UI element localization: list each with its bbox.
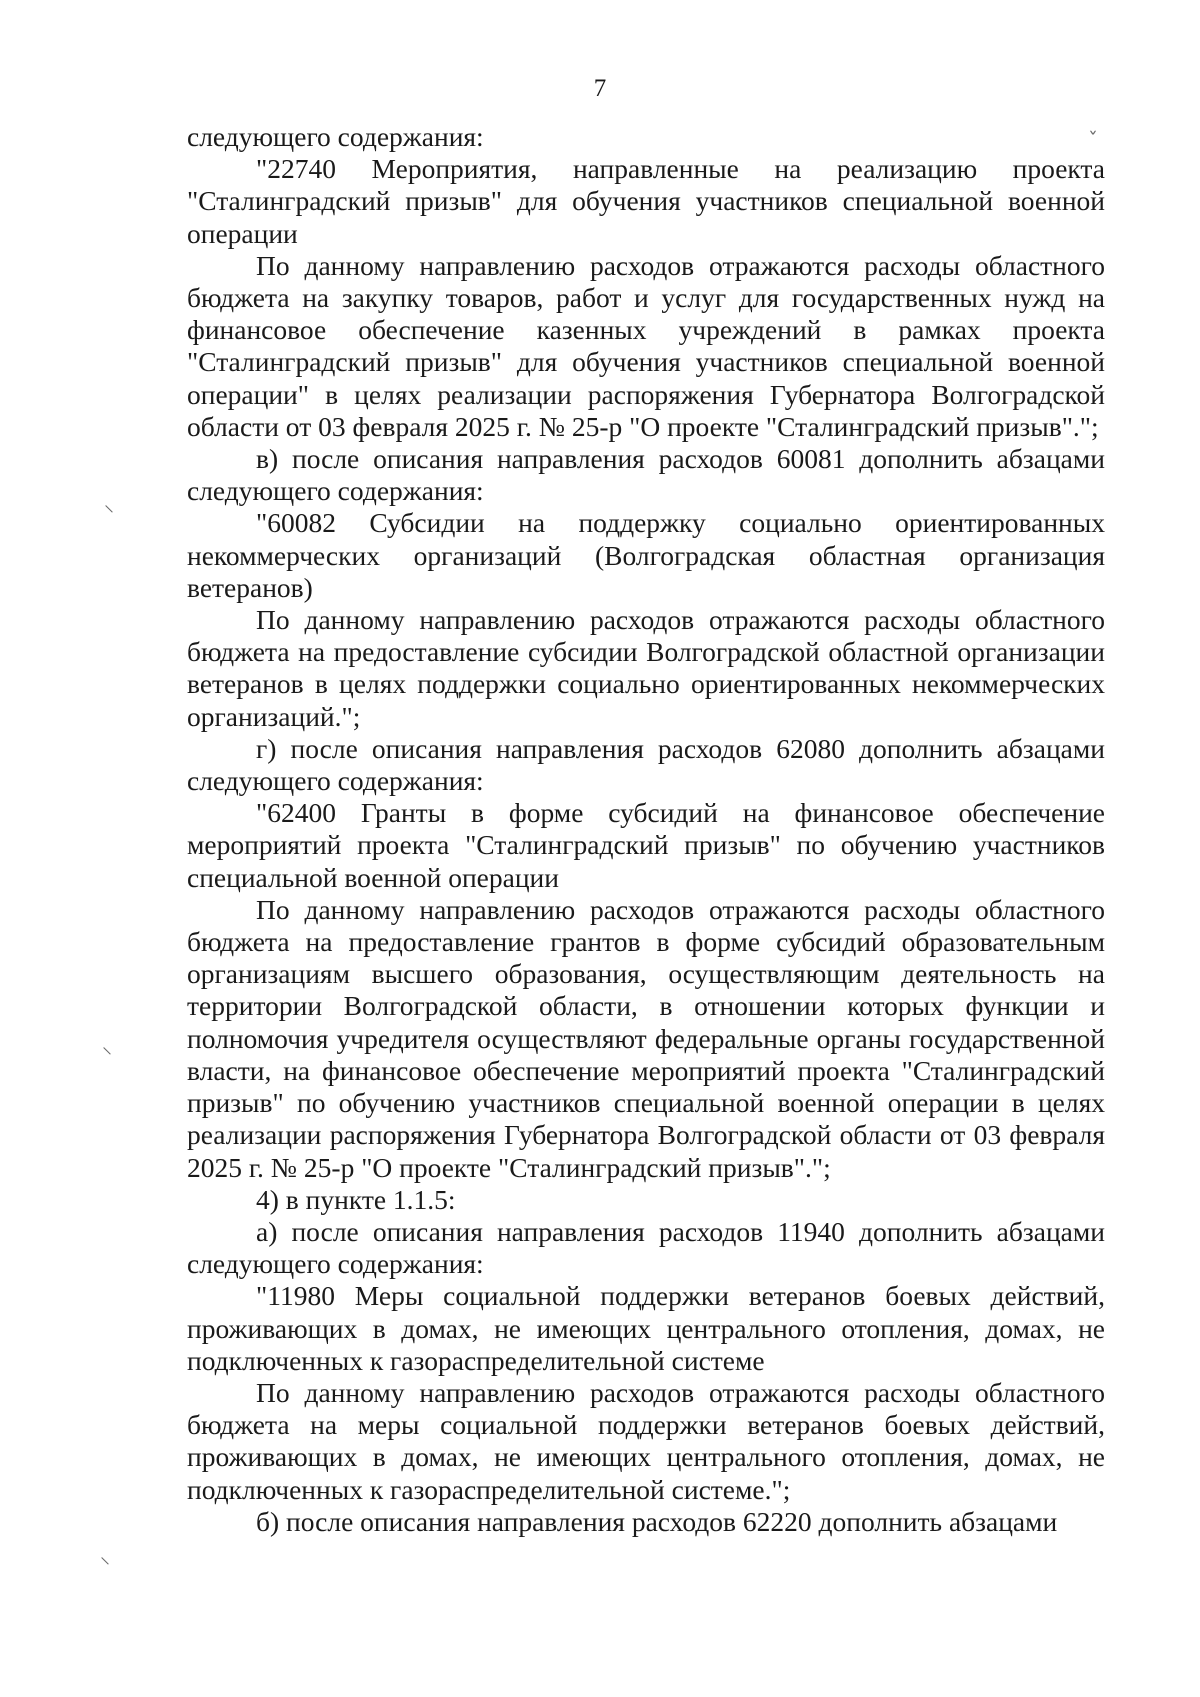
paragraph: б) после описания направления расходов 62220 дополнить абзацами bbox=[256, 1505, 1058, 1537]
scan-artifact: ⸜ bbox=[100, 1544, 110, 1568]
paragraph: "62400 Гранты в форме субсидий на финансовое обеспечение мероприятий проекта "Сталинградский призыв" по обучению участников специальной военной операции bbox=[187, 797, 1105, 893]
paragraph: "22740 Мероприятия, направленные на реализацию проекта "Сталинградский призыв" для обучения участников специальной военной операции bbox=[187, 153, 1105, 249]
paragraph: г) после описания направления расходов 62080 дополнить абзацами следующего содержания: bbox=[187, 732, 1105, 797]
paragraph: следующего содержания: bbox=[187, 121, 484, 152]
paragraph: По данному направлению расходов отражаются расходы областного бюджета на предоставление грантов в форме субсидий образовательным организациям высшего образования, осуществляющим деятельность на территории Волгоградской области, в отношении которых функции и полномочия учредителя осуществляют федеральные органы государственной власти, на финансовое обеспечение мероприятий проекта "Сталинградский призыв" по обучению участников специальной военной операции в целях реализации распоряжения Губернатора Волгоградской области от 03 февраля 2025 г. № 25-р "О проекте "Сталинградский призыв"."; bbox=[187, 893, 1105, 1183]
paragraph: в) после описания направления расходов 60081 дополнить абзацами следующего содержания: bbox=[187, 443, 1105, 507]
page-number: 7 bbox=[593, 75, 607, 102]
paragraph: а) после описания направления расходов 11940 дополнить абзацами следующего содержания: bbox=[187, 1215, 1105, 1280]
paragraph: 4) в пункте 1.1.5: bbox=[256, 1183, 456, 1215]
document-body bbox=[187, 121, 1105, 1538]
paragraph: По данному направлению расходов отражаются расходы областного бюджета на меры социальной поддержки ветеранов боевых действий, проживающих в домах, не имеющих центрального отопления, домах, не подключенных к газораспределительной системе."; bbox=[187, 1376, 1105, 1505]
scan-artifact: ⸜ bbox=[102, 1034, 112, 1058]
scan-artifact: ˇ bbox=[1088, 128, 1098, 152]
paragraph: По данному направлению расходов отражаются расходы областного бюджета на закупку товаров, работ и услуг для государственных нужд на финансовое обеспечение казенных учреждений в рамках проекта "Сталинградский призыв" для обучения участников специальной военной операции" в целях реализации распоряжения Губернатора Волгоградской области от 03 февраля 2025 г. № 25-р "О проекте "Сталинградский призыв"."; bbox=[187, 249, 1105, 442]
scan-artifact: ⸜ bbox=[104, 492, 114, 516]
paragraph: "60082 Субсидии на поддержку социально ориентированных некоммерческих организаций (Волгоградская областная организация ветеранов) bbox=[187, 507, 1105, 603]
paragraph: "11980 Меры социальной поддержки ветеранов боевых действий, проживающих в домах, не имеющих центрального отопления, домах, не подключенных к газораспределительной системе bbox=[187, 1280, 1105, 1376]
paragraph: По данному направлению расходов отражаются расходы областного бюджета на предоставление субсидии Волгоградской областной организации ветеранов в целях поддержки социально ориентированных некоммерческих организаций."; bbox=[187, 604, 1105, 732]
